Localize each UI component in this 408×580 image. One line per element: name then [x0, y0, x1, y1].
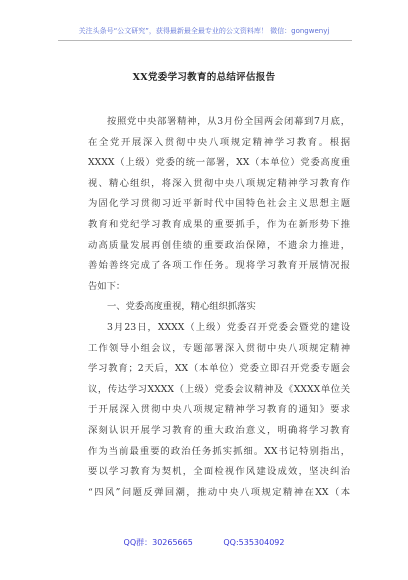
- paragraph-line: 动高质量发展再创佳绩的重要政治保障，不遗余力推进，: [88, 239, 350, 251]
- paragraph-line: 工作领导小组会议，专题部署深入贯彻中央八项规定精神: [88, 342, 350, 354]
- paragraph-line: “四风”问题反弹回潮，推动中央八项规定精神在XX（本: [88, 486, 350, 498]
- footer-contact: [0, 537, 408, 548]
- section-heading: 一、党委高度重视，精心组织抓落实: [107, 301, 256, 313]
- paragraph-line: XXXX（上级）党委的统一部署，XX（本单位）党委高度重: [88, 157, 350, 169]
- header-banner: 关注头条号“公文研究”，获得最新最全最专业的公文资料库！ 微信：gongwenyj: [78, 27, 330, 35]
- paragraph-line: 学习教育；2天后，XX（本单位）党委立即召开党委专题会: [88, 363, 350, 375]
- paragraph-line: 为固化学习贯彻习近平新时代中国特色社会主义思想主题: [88, 198, 350, 210]
- paragraph-line: 教育和党纪学习教育成果的重要抓手，作为在新形势下推: [88, 218, 350, 230]
- header-divider: [58, 40, 352, 41]
- document-title: XX党委学习教育的总结评估报告: [132, 72, 276, 83]
- paragraph-line: 3月23日，XXXX（上级）党委召开党委会暨党的建设: [107, 321, 350, 333]
- footer-qq-number: QQ:535304092: [223, 538, 285, 547]
- document-body: [88, 112, 350, 503]
- paragraph-line: 作为当前最重要的政治任务抓实抓细。XX书记特别指出，: [88, 445, 350, 457]
- paragraph-line: 告如下：: [88, 280, 126, 292]
- paragraph-line: 按照党中央部署精神，从3月份全国两会闭幕到7月底，: [107, 116, 350, 127]
- paragraph-line: 要以学习教育为契机，全面检视作风建设成效，坚决纠治: [88, 466, 350, 478]
- paragraph-line: 于开展深入贯彻中央八项规定精神学习教育的通知》要求: [88, 404, 350, 416]
- footer-qq-group: QQ群：30265665: [123, 538, 193, 547]
- paragraph-line: 视、精心组织，将深入贯彻中央八项规定精神学习教育作: [88, 177, 350, 189]
- paragraph-line: 在全党开展深入贯彻中央八项规定精神学习教育。根据: [88, 136, 350, 148]
- paragraph-line: 议，传达学习XXXX（上级）党委会议精神及《XXXX单位关: [88, 383, 350, 395]
- paragraph-line: 深刻认识开展学习教育的重大政治意义，明确将学习教育: [88, 424, 350, 436]
- paragraph-line: 善始善终完成了各项工作任务。现将学习教育开展情况报: [88, 260, 350, 272]
